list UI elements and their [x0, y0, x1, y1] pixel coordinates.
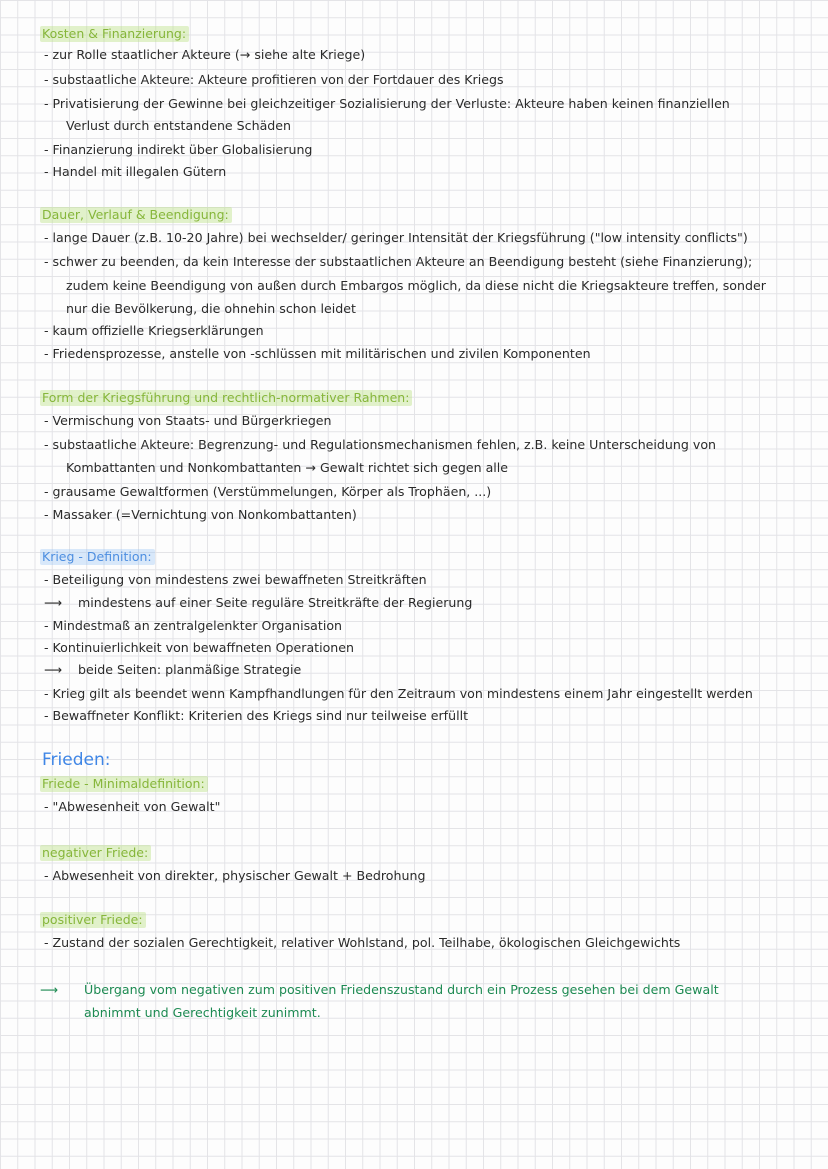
note-line: - Mindestmaß an zentralgelenkter Organisation	[44, 618, 343, 633]
arrow-right-icon: ⟶	[40, 982, 58, 997]
note-line: - Friedensprozesse, anstelle von -schlüssen mit militärischen und zivilen Komponenten	[44, 346, 591, 361]
note-line: - Krieg gilt als beendet wenn Kampfhandlungen für den Zeitraum von mindestens einem Jahr eingestellt werden	[44, 686, 753, 701]
note-line: - Beteiligung von mindestens zwei bewaffneten Streitkräften	[44, 572, 427, 587]
note-line: nur die Bevölkerung, die ohnehin schon leidet	[66, 301, 356, 316]
section-title-form: Form der Kriegsführung und rechtlich-normativer Rahmen:	[40, 390, 412, 406]
note-line: - zur Rolle staatlicher Akteure (→ siehe alte Kriege)	[44, 47, 366, 62]
note-line: - Abwesenheit von direkter, physischer Gewalt + Bedrohung	[44, 868, 426, 883]
note-line: - Massaker (=Vernichtung von Nonkombattanten)	[44, 507, 357, 522]
note-line: zudem keine Beendigung von außen durch Embargos möglich, da diese nicht die Kriegsakteure treffen, sonder	[66, 278, 766, 293]
note-line-arrow: ⟶ mindestens auf einer Seite reguläre Streitkräfte der Regierung	[44, 595, 473, 610]
section-title-krieg: Krieg - Definition:	[40, 549, 155, 565]
note-line: Verlust durch entstandene Schäden	[66, 118, 292, 133]
section-title-negativer-friede: negativer Friede:	[40, 845, 151, 861]
section-title-dauer: Dauer, Verlauf & Beendigung:	[40, 207, 232, 223]
section-title-positiver-friede: positiver Friede:	[40, 912, 146, 928]
note-line: - Handel mit illegalen Gütern	[44, 164, 227, 179]
note-line: - Kontinuierlichkeit von bewaffneten Operationen	[44, 640, 355, 655]
note-line: Kombattanten und Nonkombattanten → Gewalt richtet sich gegen alle	[66, 460, 509, 475]
note-line: - Vermischung von Staats- und Bürgerkriegen	[44, 413, 332, 428]
note-line: - kaum offizielle Kriegserklärungen	[44, 323, 264, 338]
note-line-arrow: ⟶ beide Seiten: planmäßige Strategie	[44, 662, 302, 677]
note-line: - schwer zu beenden, da kein Interesse der substaatlichen Akteure an Beendigung besteht (siehe Finanzierung);	[44, 254, 753, 269]
note-line: - lange Dauer (z.B. 10-20 Jahre) bei wechselder/ geringer Intensität der Kriegsführung ("low intensity conflicts")	[44, 230, 748, 245]
section-title-kosten: Kosten & Finanzierung:	[40, 26, 189, 42]
note-line: - grausame Gewaltformen (Verstümmelungen, Körper als Trophäen, ...)	[44, 484, 492, 499]
note-line: - substaatliche Akteure: Akteure profitieren von der Fortdauer des Kriegs	[44, 72, 504, 87]
note-line: - Privatisierung der Gewinne bei gleichzeitiger Sozialisierung der Verluste: Akteure haben keinen finanziellen	[44, 96, 730, 111]
note-line: - Finanzierung indirekt über Globalisierung	[44, 142, 313, 157]
note-line: - Bewaffneter Konflikt: Kriterien des Kriegs sind nur teilweise erfüllt	[44, 708, 469, 723]
section-title-minimaldefinition: Friede - Minimaldefinition:	[40, 776, 208, 792]
note-line: - substaatliche Akteure: Begrenzung- und Regulationsmechanismen fehlen, z.B. keine Unterscheidung von	[44, 437, 717, 452]
conclusion-line: ⟶ Übergang vom negativen zum positiven Friedenszustand durch ein Prozess gesehen bei dem Gewalt	[40, 982, 719, 997]
note-line: - "Abwesenheit von Gewalt"	[44, 799, 221, 814]
note-line: - Zustand der sozialen Gerechtigkeit, relativer Wohlstand, pol. Teilhabe, ökologischen Gleichgewichts	[44, 935, 681, 950]
conclusion-line: abnimmt und Gerechtigkeit zunimmt.	[84, 1005, 321, 1020]
arrow-right-icon: ⟶	[44, 662, 62, 677]
frieden-title: Frieden:	[42, 750, 111, 770]
arrow-right-icon: ⟶	[44, 595, 62, 610]
